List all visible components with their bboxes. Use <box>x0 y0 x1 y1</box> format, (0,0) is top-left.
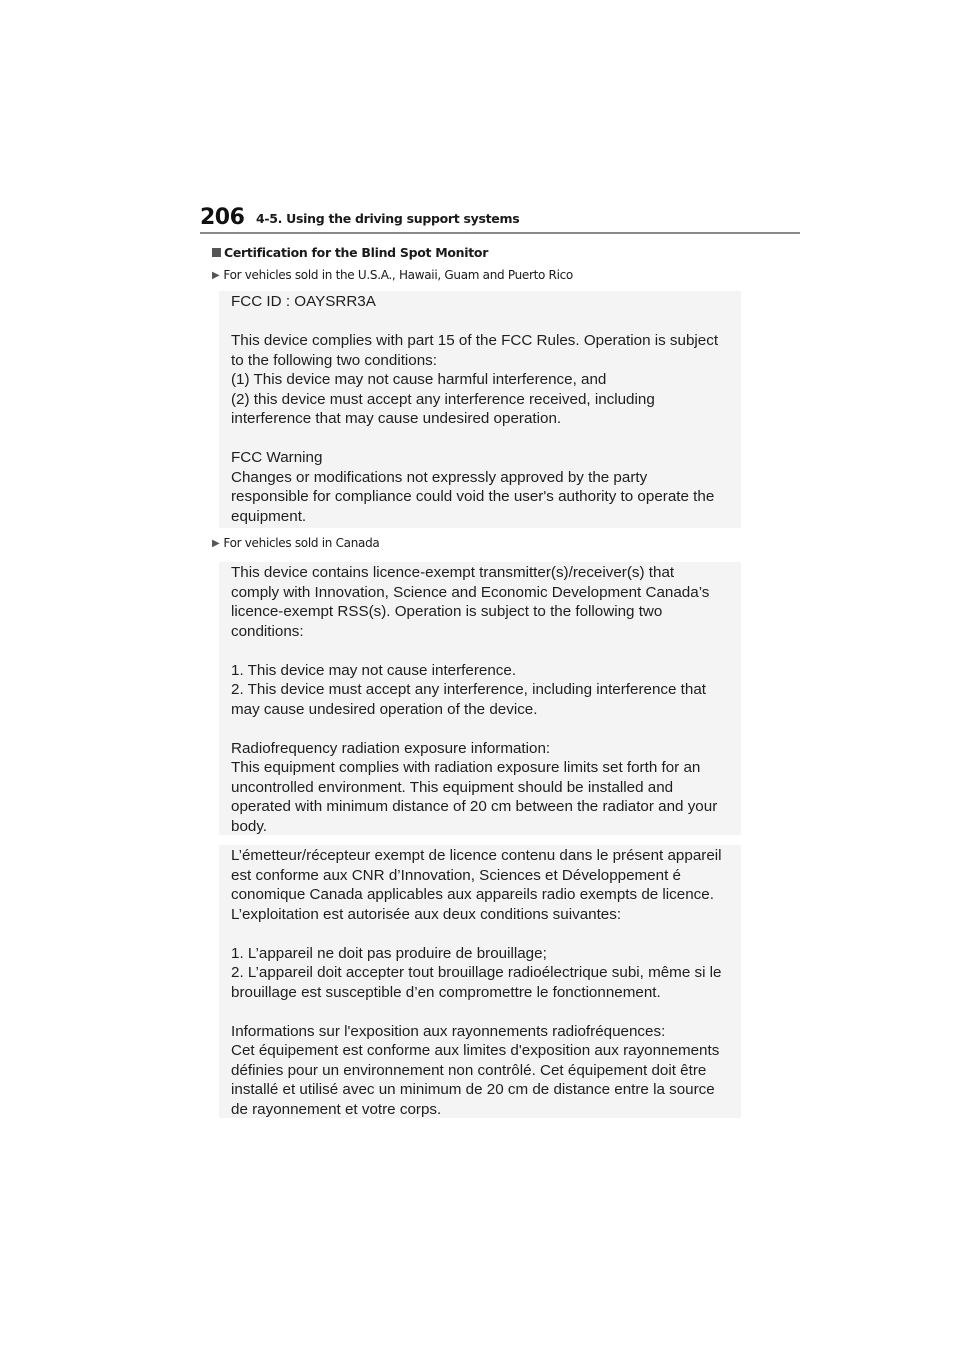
section-title: 4-5. Using the driving support systems <box>256 211 520 226</box>
rf-exposure-line: body. <box>231 817 268 835</box>
ised-line: conditions: <box>231 622 304 640</box>
ised-fr-line: est conforme aux CNR d’Innovation, Sciences et Développement é <box>231 866 681 884</box>
fcc-warning-line: responsible for compliance could void the user's authority to operate the <box>231 488 715 505</box>
ised-line: This device contains licence-exempt transmitter(s)/receiver(s) that <box>231 564 675 581</box>
header-divider <box>200 232 800 234</box>
canada-french-notice <box>219 845 741 1118</box>
fcc-warning-title: FCC Warning <box>231 449 323 466</box>
ised-fr-condition: 1. L’appareil ne doit pas produire de brouillage; <box>231 944 547 962</box>
subheading <box>212 245 488 260</box>
rf-exposure-line: operated with minimum distance of 20 cm between the radiator and your <box>231 798 718 815</box>
ised-line: licence-exempt RSS(s). Operation is subject to the following two <box>231 603 663 620</box>
ised-fr-line: L’exploitation est autorisée aux deux conditions suivantes: <box>231 905 622 923</box>
rf-exposure-line: This equipment complies with radiation exposure limits set forth for an <box>231 759 701 776</box>
rf-fr-title: Informations sur l'exposition aux rayonnements radiofréquences: <box>231 1022 666 1040</box>
ised-fr-line: L’émetteur/récepteur exempt de licence contenu dans le présent appareil <box>231 847 722 864</box>
square-bullet-icon <box>212 248 221 257</box>
ised-condition: 1. This device may not cause interference. <box>231 661 517 679</box>
canada-english-notice <box>219 562 741 835</box>
ised-fr-condition: 2. L’appareil doit accepter tout brouillage radioélectrique subi, même si le <box>231 964 722 981</box>
rf-fr-line: installé et utilisé avec un minimum de 20 cm de distance entre la source <box>231 1081 715 1098</box>
fcc-line: This device complies with part 15 of the FCC Rules. Operation is subject <box>231 332 719 349</box>
usa-bullet <box>212 268 573 282</box>
rf-exposure-line: uncontrolled environment. This equipment should be installed and <box>231 778 674 796</box>
rf-fr-line: de rayonnement et votre corps. <box>231 1100 442 1118</box>
fcc-line: interference that may cause undesired operation. <box>231 410 562 427</box>
fcc-warning-line: Changes or modifications not expressly approved by the party <box>231 468 648 486</box>
rf-fr-line: définies pour un environnement non contrôlé. Cet équipement doit être <box>231 1061 707 1079</box>
usa-bullet-text: For vehicles sold in the U.S.A., Hawaii, Guam and Puerto Rico <box>223 268 573 282</box>
fcc-line: (2) this device must accept any interference received, including <box>231 390 655 408</box>
fcc-id: FCC ID : OAYSRR3A <box>231 293 376 310</box>
rf-exposure-title: Radiofrequency radiation exposure information: <box>231 739 551 757</box>
fcc-notice <box>219 291 741 528</box>
ised-line: comply with Innovation, Science and Economic Development Canada’s <box>231 583 710 601</box>
ised-condition: 2. This device must accept any interference, including interference that <box>231 681 707 698</box>
triangle-bullet-icon: ▶ <box>212 270 220 281</box>
canada-bullet-text: For vehicles sold in Canada <box>223 536 380 550</box>
triangle-bullet-icon: ▶ <box>212 538 220 549</box>
fcc-warning-line: equipment. <box>231 507 307 525</box>
subheading-text: Certification for the Blind Spot Monitor <box>224 245 489 260</box>
ised-fr-line: conomique Canada applicables aux appareils radio exempts de licence. <box>231 886 714 903</box>
rf-fr-line: Cet équipement est conforme aux limites d'exposition aux rayonnements <box>231 1042 720 1059</box>
ised-fr-condition: brouillage est susceptible d’en compromettre le fonctionnement. <box>231 983 661 1001</box>
fcc-line: to the following two conditions: <box>231 351 437 369</box>
canada-bullet <box>212 536 379 550</box>
page-number: 206 <box>200 205 245 230</box>
fcc-line: (1) This device may not cause harmful interference, and <box>231 371 607 388</box>
ised-condition: may cause undesired operation of the device. <box>231 700 538 718</box>
